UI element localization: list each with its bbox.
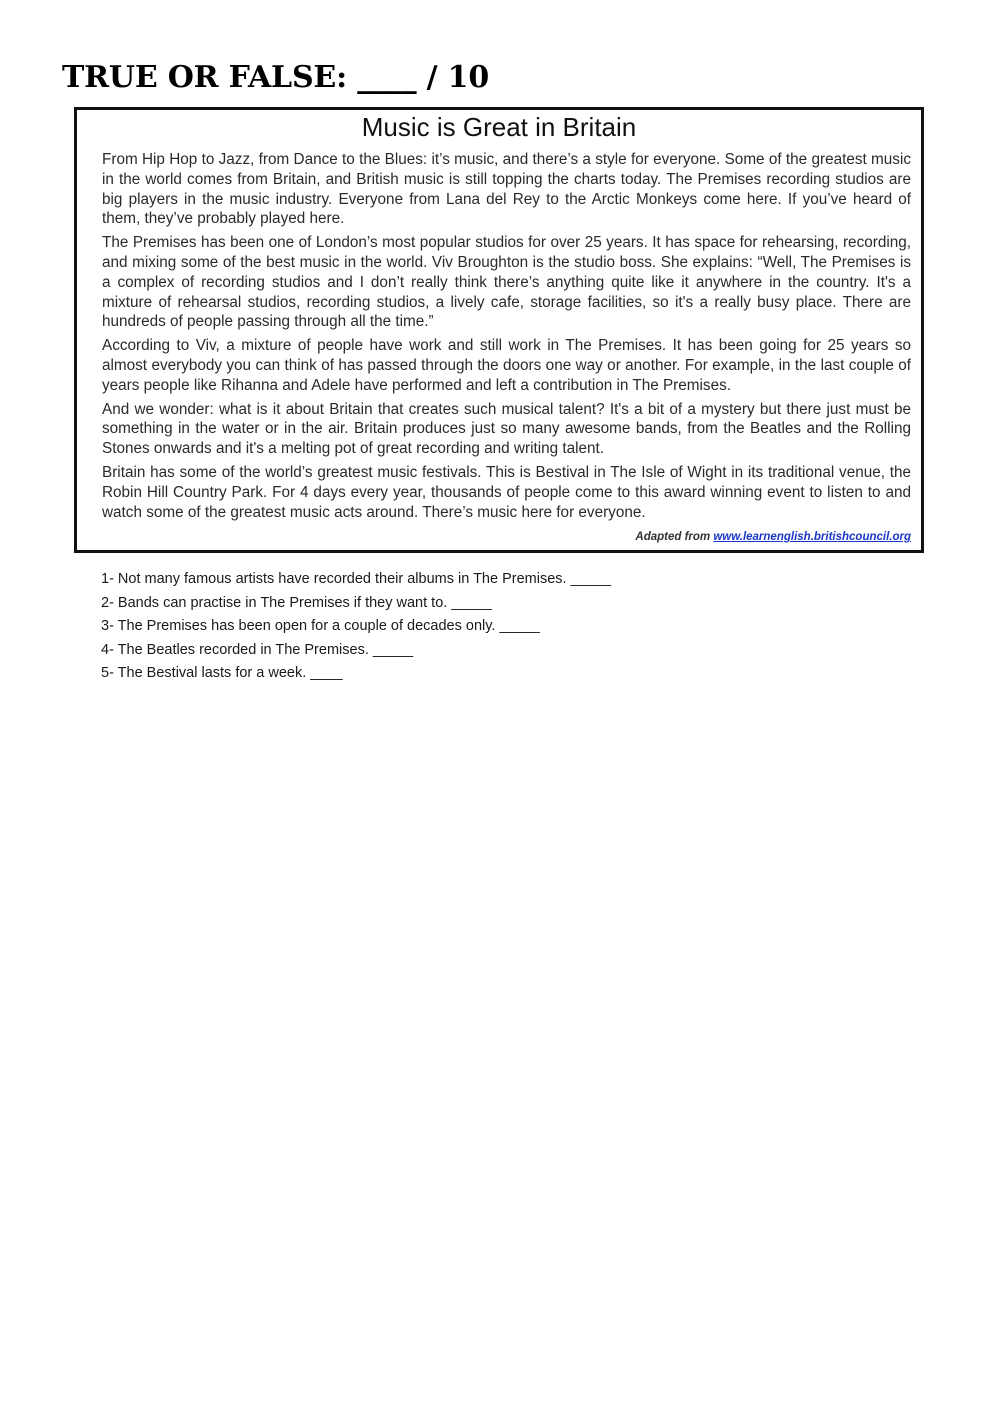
reading-paragraph: According to Viv, a mixture of people have work and still work in The Premises. It has been going for 25 years so almost everybody you can think of has passed through the doors one way or another. For example, in the last couple of years people like Rihanna and Adele have performed and left a contribution in The Premises. xyxy=(102,337,911,394)
question-item: 4- The Beatles recorded in The Premises. _____ xyxy=(101,641,414,658)
page-title: TRUE OR FALSE: ____ / 10 xyxy=(62,60,489,95)
reading-paragraph: And we wonder: what is it about Britain that creates such musical talent? It's a bit of a mystery but there just must be something in the water or in the air. Britain produces just so many awesome bands, from the Beatles and the Rolling Stones onwards and it's a melting pot of great recording and writing talent. xyxy=(102,400,911,458)
source-attribution xyxy=(635,531,911,543)
reading-title: Music is Great in Britain xyxy=(361,112,637,142)
source-link[interactable]: www.learnenglish.britishcouncil.org xyxy=(713,531,911,543)
reading-paragraph: Britain has some of the world’s greatest music festivals. This is Bestival in The Isle of Wight in its traditional venue, the Robin Hill Country Park. For 4 days every year, thousands of people come to this award winning event to listen to and watch some of the greatest music acts around. There’s music here for everyone. xyxy=(102,463,911,521)
reading-paragraph: The Premises has been one of London’s most popular studios for over 25 years. It has space for rehearsing, recording, and mixing some of the best music in the world. Viv Broughton is the studio boss. She explains: “Well, The Premises is a complex of recording studios and I don’t really think there’s anything quite like it anywhere in the country. It's a mixture of rehearsal studios, recording studios, a lively cafe, storage facilities, so it's a really busy place. There are hundreds of people passing through all the time.” xyxy=(102,234,911,331)
question-item: 5- The Bestival lasts for a week. ____ xyxy=(101,665,343,681)
reading-body xyxy=(102,150,911,526)
source-prefix: Adapted from xyxy=(635,531,711,543)
question-item: 1- Not many famous artists have recorded their albums in The Premises. _____ xyxy=(101,571,611,587)
question-item: 2- Bands can practise in The Premises if they want to. _____ xyxy=(101,594,492,611)
question-item: 3- The Premises has been open for a couple of decades only. _____ xyxy=(101,618,540,634)
reading-paragraph: From Hip Hop to Jazz, from Dance to the Blues: it’s music, and there’s a style for everyone. Some of the greatest music in the world comes from Britain, and British music is still topping the charts today. The Premises recording studios are big players in the music industry. Everyone from Lana del Rey to the Arctic Monkeys come here. If you’ve heard of them, they’ve probably played here. xyxy=(102,151,911,228)
question-list xyxy=(101,568,611,686)
reading-passage-box xyxy=(74,107,924,553)
